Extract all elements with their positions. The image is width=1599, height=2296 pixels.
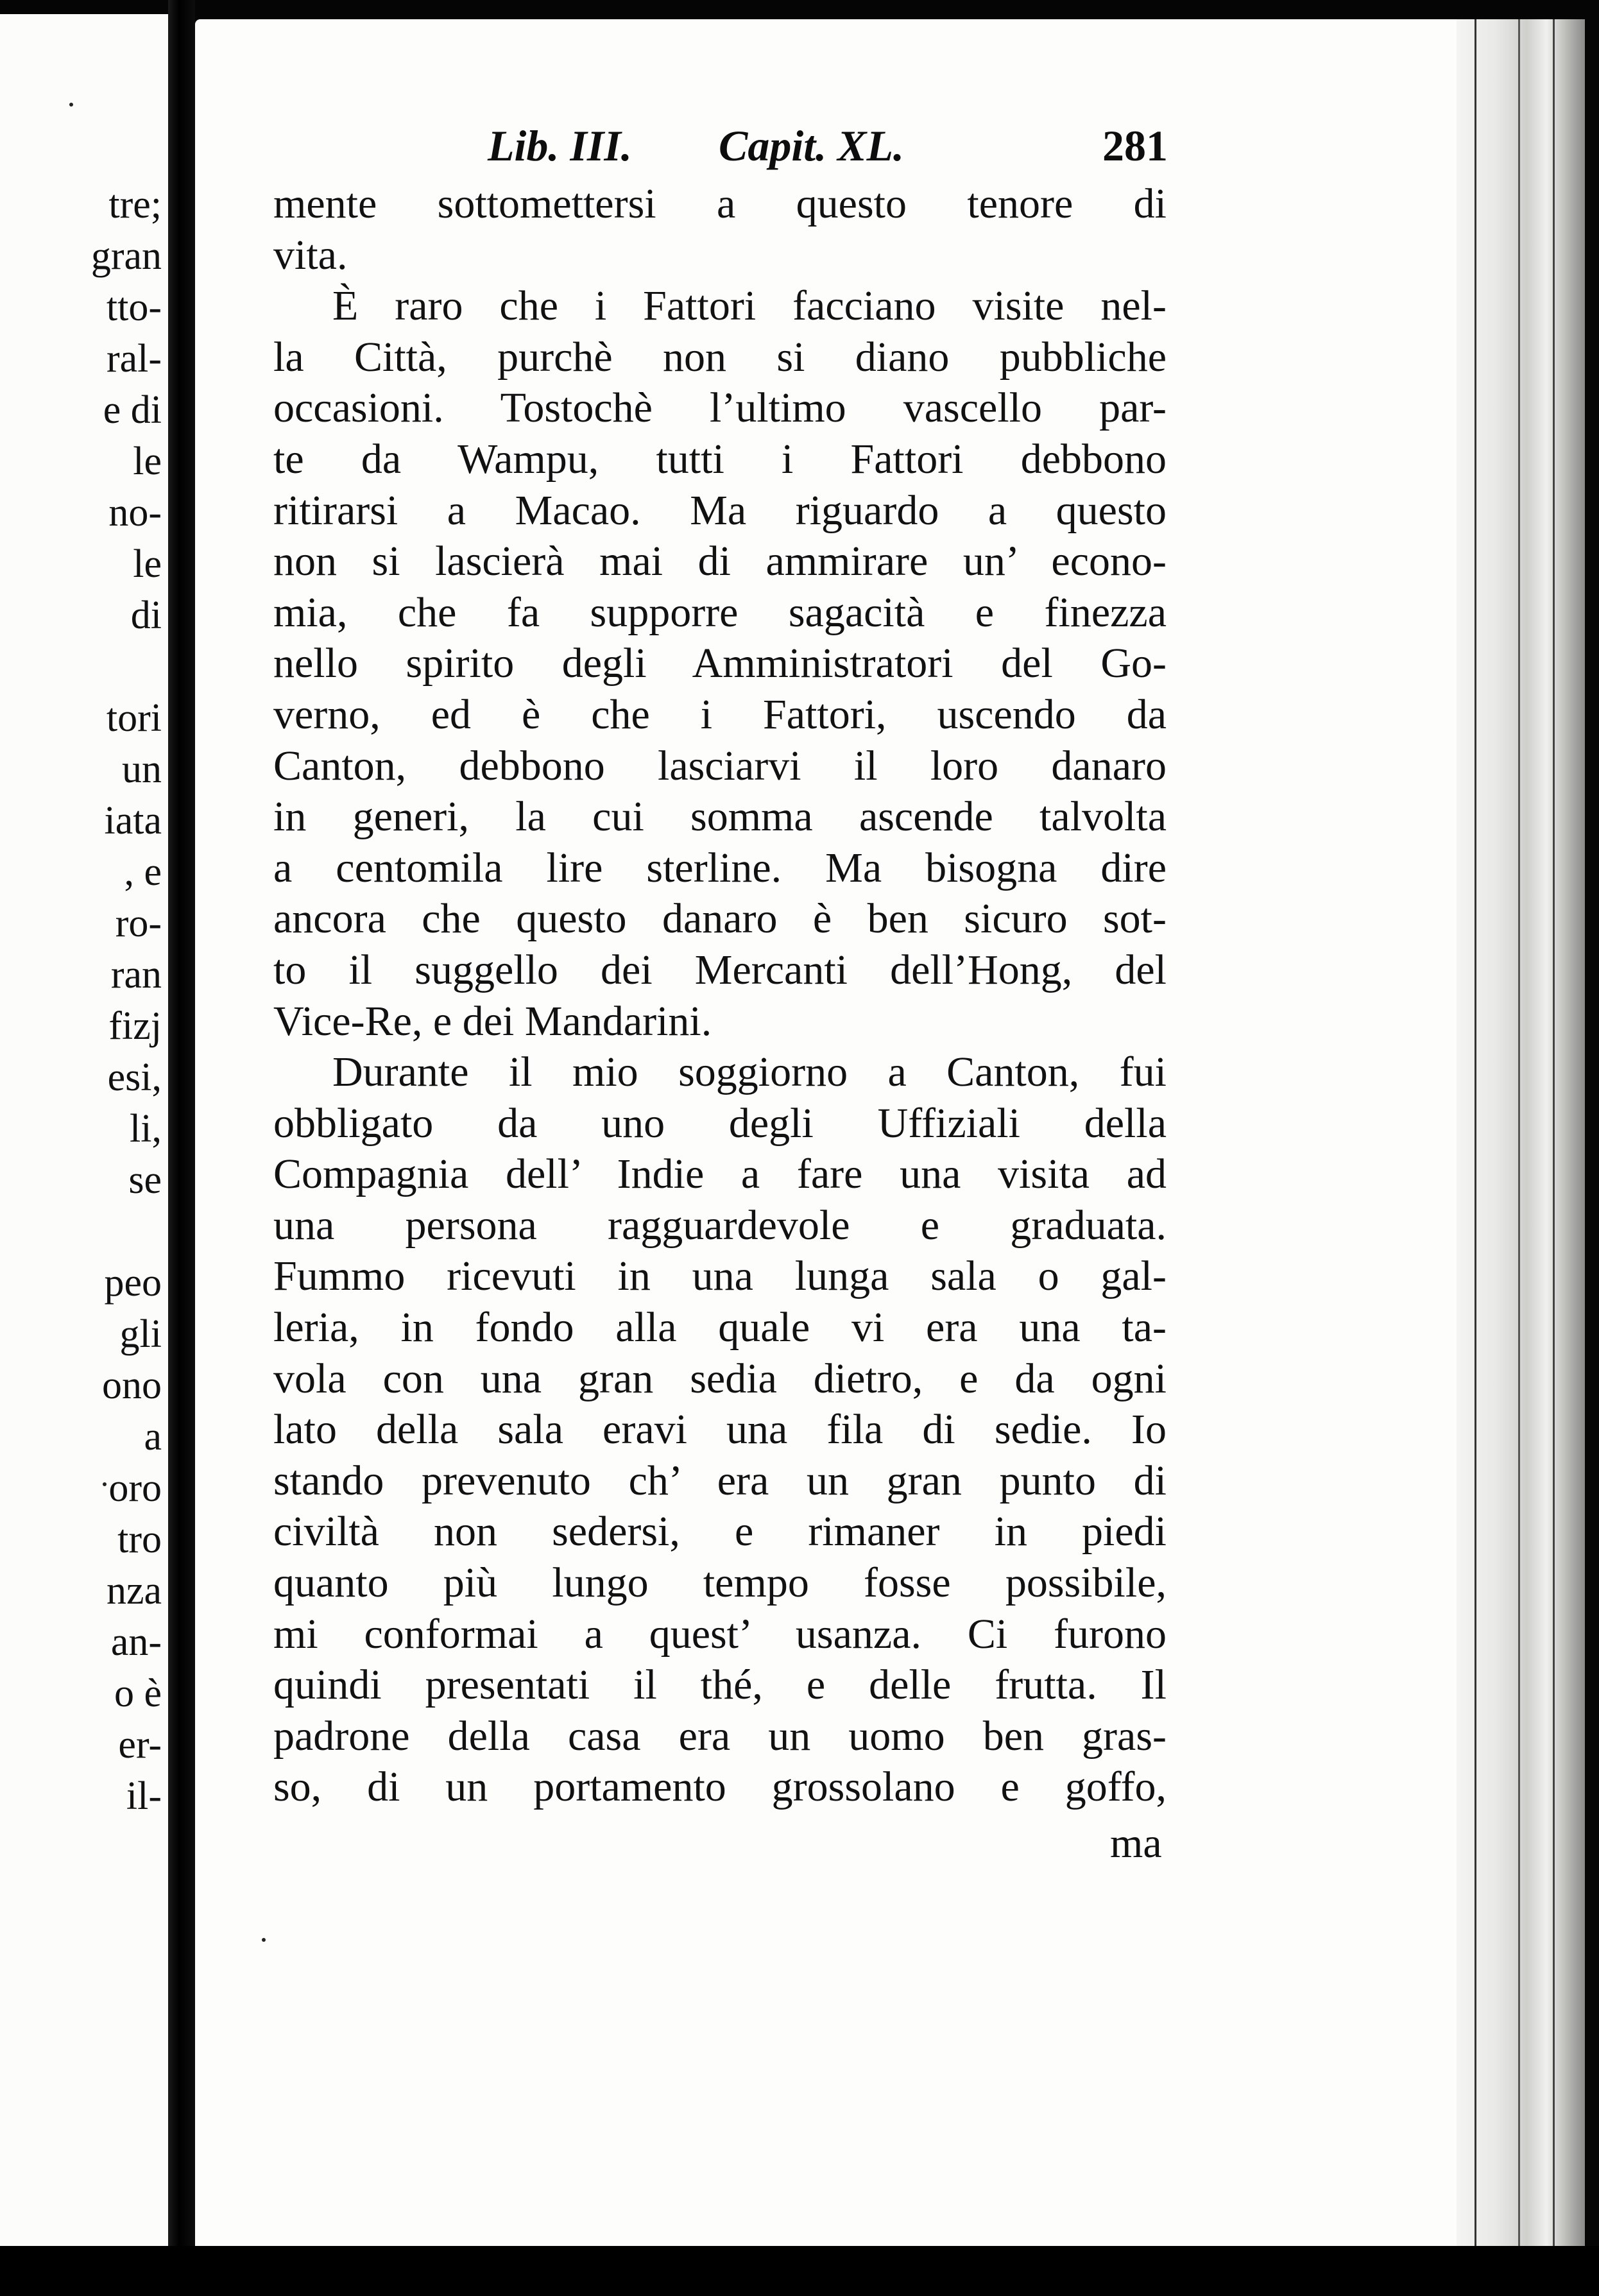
left-page-text-fragment: gli (119, 1312, 162, 1356)
text-line: occasioni. Tostochè l’ultimo vascello par- (273, 384, 1167, 432)
left-page-text-fragment: a (144, 1415, 162, 1459)
left-page-text-fragment: le (133, 440, 162, 483)
left-page-text-fragment: o è (114, 1672, 162, 1715)
book-gutter (168, 0, 195, 2296)
text-line: la Città, purchè non si diano pubbliche (273, 333, 1167, 381)
left-page-text-fragment: gran (90, 234, 162, 278)
chapter-number: Capit. XL. (719, 121, 905, 170)
text-line: te da Wampu, tutti i Fattori debbono (273, 435, 1167, 483)
left-page-text-fragment: le (133, 542, 162, 586)
text-line: lato della sala eravi una fila di sedie. Io (273, 1406, 1167, 1453)
text-line: ancora che questo danaro è ben sicuro sot- (273, 895, 1167, 943)
left-page-text-fragment: tto- (106, 286, 162, 329)
left-page-text-fragment: ono (102, 1364, 162, 1407)
text-line: padrone della casa era un uomo ben gras- (273, 1712, 1167, 1760)
left-page-text-fragment: iata (104, 799, 162, 843)
left-page-text-fragment: an- (110, 1620, 162, 1664)
text-line: non si lascierà mai di ammirare un’ econo- (273, 538, 1167, 585)
left-page-text-fragment: tre; (108, 183, 162, 227)
left-page-text-fragment: di (130, 594, 162, 637)
left-page-text-fragment: tro (117, 1518, 162, 1561)
text-line: so, di un portamento grossolano e goffo, (273, 1763, 1167, 1811)
text-line: ritirarsi a Macao. Ma riguardo a questo (273, 486, 1167, 534)
left-page-text-fragment: il- (126, 1774, 162, 1818)
left-page-text-fragment: fizj (108, 1004, 162, 1048)
left-page-text-fragment: peo (104, 1261, 162, 1305)
text-line: to il suggello dei Mercanti dell’Hong, del (273, 946, 1167, 993)
left-page-text-fragment: e di (103, 388, 162, 432)
left-page-text-fragment: ral- (106, 337, 162, 381)
text-line: civiltà non sedersi, e rimaner in piedi (273, 1508, 1167, 1555)
text-line: nello spirito degli Amministratori del Go- (273, 640, 1167, 687)
page-number: 281 (1102, 121, 1168, 170)
left-page-text-fragment: ran (110, 953, 162, 997)
text-line: leria, in fondo alla quale vi era una ta- (273, 1304, 1167, 1351)
text-line: in generi, la cui somma ascende talvolta (273, 793, 1167, 841)
running-header (488, 121, 1168, 172)
catchword: ma (1110, 1820, 1162, 1867)
book-number: Lib. III. (488, 121, 632, 170)
text-line: vita. (273, 231, 348, 278)
left-page-text-fragment: no- (108, 491, 162, 535)
text-line: quanto più lungo tempo fosse possibile, (273, 1559, 1167, 1607)
left-page-text-fragment: er- (118, 1723, 162, 1767)
text-line: Vice-Re, e dei Mandarini. (273, 997, 712, 1045)
left-page-text-fragment: esi, (107, 1056, 162, 1099)
left-page-text-fragment: oro (108, 1466, 162, 1510)
text-line: Canton, debbono lasciarvi il loro danaro (273, 742, 1167, 789)
left-page-text-fragment: , e (124, 850, 162, 894)
text-line: È raro che i Fattori facciano visite nel- (332, 282, 1167, 330)
left-page-text-fragment: tori (106, 696, 162, 740)
left-page-text-fragment: se (128, 1158, 162, 1202)
text-line: quindi presentati il thé, e delle frutta. Il (273, 1661, 1167, 1709)
left-page-text-fragment: li, (130, 1107, 162, 1151)
text-line: Fummo ricevuti in una lunga sala o gal- (273, 1253, 1167, 1300)
text-line: mente sottomettersi a questo tenore di (273, 180, 1167, 227)
text-line: mia, che fa supporre sagacità e finezza (273, 588, 1167, 636)
left-page-text-fragment: un (122, 748, 162, 791)
left-page-text-fragment: ro- (115, 902, 162, 945)
text-line: obbligato da uno degli Uffiziali della (273, 1099, 1167, 1147)
left-page-text-fragment: nza (106, 1569, 162, 1613)
text-line: vola con una gran sedia dietro, e da ogni (273, 1355, 1167, 1402)
text-line: Compagnia dell’ Indie a fare una visita ad (273, 1151, 1167, 1198)
text-line: una persona ragguardevole e graduata. (273, 1201, 1167, 1249)
scan-border-bottom (0, 2246, 1599, 2296)
page-body-text (273, 178, 1167, 1813)
text-line: a centomila lire sterline. Ma bisogna dire (273, 844, 1167, 891)
page-fore-edge (1457, 19, 1585, 2246)
left-facing-page (0, 14, 168, 2247)
text-line: mi conformai a quest’ usanza. Ci furono (273, 1610, 1167, 1658)
text-line: verno, ed è che i Fattori, uscendo da (273, 690, 1167, 738)
text-line: Durante il mio soggiorno a Canton, fui (332, 1049, 1167, 1096)
text-line: stando prevenuto ch’ era un gran punto di (273, 1457, 1167, 1504)
